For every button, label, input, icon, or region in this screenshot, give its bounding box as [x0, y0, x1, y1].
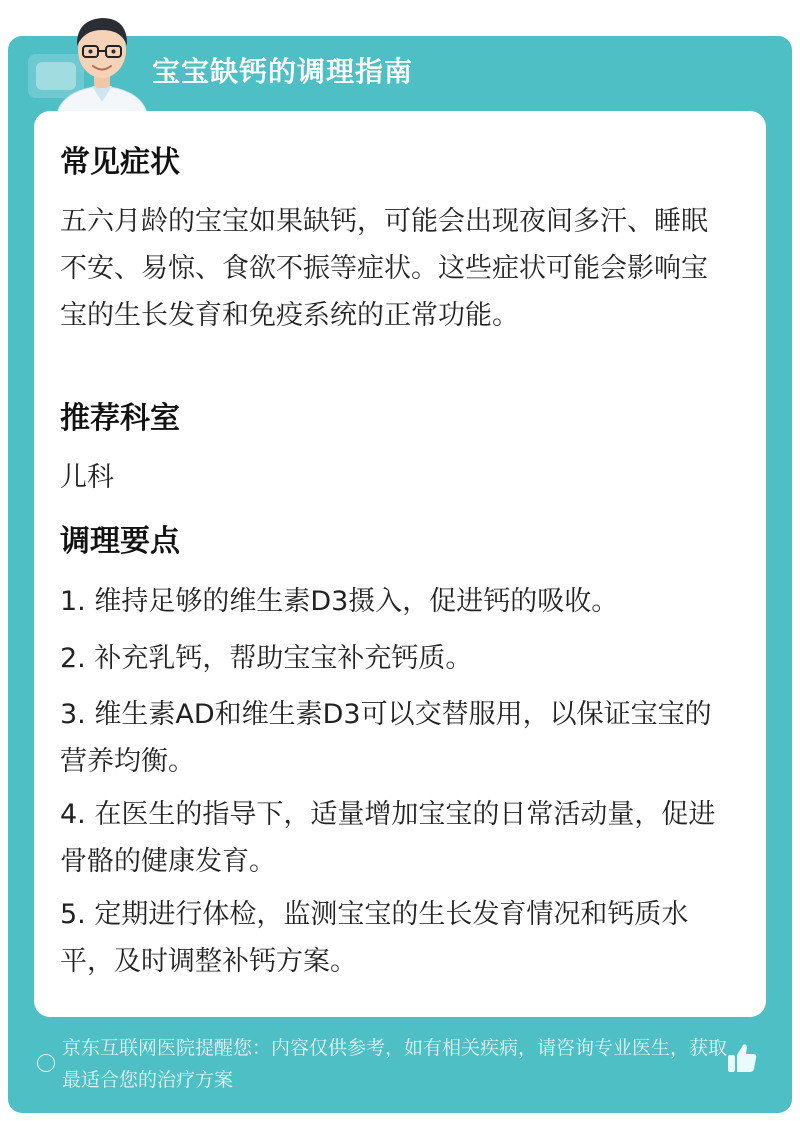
- section-heading-tips: 调理要点: [60, 524, 180, 559]
- section-body-department: 儿科: [60, 462, 114, 493]
- tip-item: 2. 补充乳钙，帮助宝宝补充钙质。: [60, 643, 473, 674]
- info-icon: [37, 1054, 55, 1072]
- section-heading-department: 推荐科室: [60, 401, 180, 436]
- footer-disclaimer: 京东互联网医院提醒您：内容仅供参考，如有相关疾病，请咨询专业医生，获取最适合您的治疗方案: [62, 1037, 728, 1091]
- tip-item: 4. 在医生的指导下，适量增加宝宝的日常活动量，促进骨骼的健康发育。: [60, 799, 716, 877]
- tip-item: 5. 定期进行体检，监测宝宝的生长发育情况和钙质水平，及时调整补钙方案。: [60, 899, 689, 977]
- section-heading-symptoms: 常见症状: [60, 145, 180, 180]
- page-title: 宝宝缺钙的调理指南: [152, 55, 414, 88]
- tip-item: 1. 维持足够的维生素D3摄入，促进钙的吸收。: [60, 586, 619, 617]
- section-body-symptoms: 五六月龄的宝宝如果缺钙，可能会出现夜间多汗、睡眠不安、易惊、食欲不振等症状。这些症状可能会影响宝宝的生长发育和免疫系统的正常功能。: [60, 206, 708, 331]
- tip-item: 3. 维生素AD和维生素D3可以交替服用，以保证宝宝的营养均衡。: [60, 699, 712, 777]
- doctor-avatar: [46, 6, 158, 118]
- thumbs-up-icon[interactable]: [724, 1040, 760, 1076]
